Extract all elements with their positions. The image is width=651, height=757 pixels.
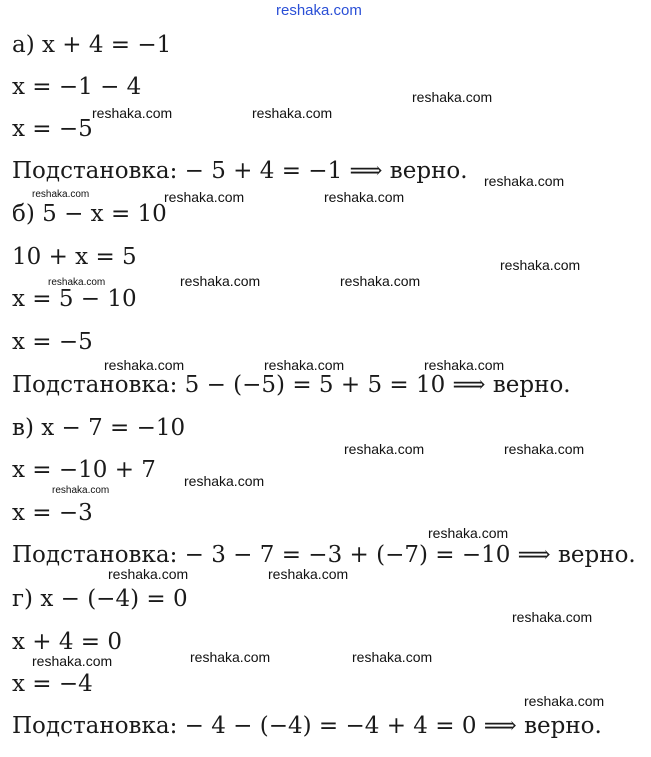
solution-line-b-answer: x = −5 — [12, 329, 93, 355]
solution-line-b-step1: 10 + x = 5 — [12, 244, 137, 270]
solution-line-c-step1: x = −10 + 7 — [12, 457, 156, 483]
watermark: reshaka.com — [412, 89, 493, 105]
watermark: reshaka.com — [32, 189, 90, 200]
solution-line-b-equation: б) 5 − x = 10 — [12, 201, 167, 227]
watermark: reshaka.com — [344, 441, 425, 457]
solution-line-a-step1: x = −1 − 4 — [12, 74, 142, 100]
watermark: reshaka.com — [268, 566, 349, 582]
solution-line-d-answer: x = −4 — [12, 671, 93, 697]
watermark: reshaka.com — [352, 649, 433, 665]
watermark: reshaka.com — [264, 357, 345, 373]
solution-line-c-equation: в) x − 7 = −10 — [12, 415, 186, 441]
solution-line-b-check: Подстановка: 5 − (−5) = 5 + 5 = 10 ⟹ верно. — [12, 372, 571, 398]
watermark: reshaka.com — [164, 189, 245, 205]
solution-line-c-answer: x = −3 — [12, 500, 93, 526]
watermark: reshaka.com — [180, 273, 261, 289]
watermark: reshaka.com — [500, 257, 581, 273]
watermark: reshaka.com — [524, 693, 605, 709]
site-header-watermark: reshaka.com — [276, 2, 362, 19]
watermark: reshaka.com — [324, 189, 405, 205]
solution-line-d-step1: x + 4 = 0 — [12, 629, 123, 655]
watermark: reshaka.com — [484, 173, 565, 189]
solution-line-b-step2: x = 5 − 10 — [12, 286, 137, 312]
watermark: reshaka.com — [340, 273, 421, 289]
watermark: reshaka.com — [252, 105, 333, 121]
watermark: reshaka.com — [428, 525, 509, 541]
solution-line-a-answer: x = −5 — [12, 116, 93, 142]
watermark: reshaka.com — [424, 357, 505, 373]
solution-line-a-check: Подстановка: − 5 + 4 = −1 ⟹ верно. — [12, 158, 468, 184]
watermark: reshaka.com — [184, 473, 265, 489]
solution-line-d-check: Подстановка: − 4 − (−4) = −4 + 4 = 0 ⟹ верно. — [12, 713, 602, 739]
watermark: reshaka.com — [48, 277, 106, 288]
solution-line-a-equation: а) x + 4 = −1 — [12, 32, 172, 58]
watermark: reshaka.com — [104, 357, 185, 373]
watermark: reshaka.com — [504, 441, 585, 457]
watermark: reshaka.com — [32, 653, 113, 669]
watermark: reshaka.com — [190, 649, 271, 665]
solution-line-d-equation: г) x − (−4) = 0 — [12, 586, 188, 612]
solution-line-c-check: Подстановка: − 3 − 7 = −3 + (−7) = −10 ⟹ верно. — [12, 542, 636, 568]
watermark: reshaka.com — [512, 609, 593, 625]
watermark: reshaka.com — [92, 105, 173, 121]
watermark: reshaka.com — [52, 485, 110, 496]
watermark: reshaka.com — [108, 566, 189, 582]
